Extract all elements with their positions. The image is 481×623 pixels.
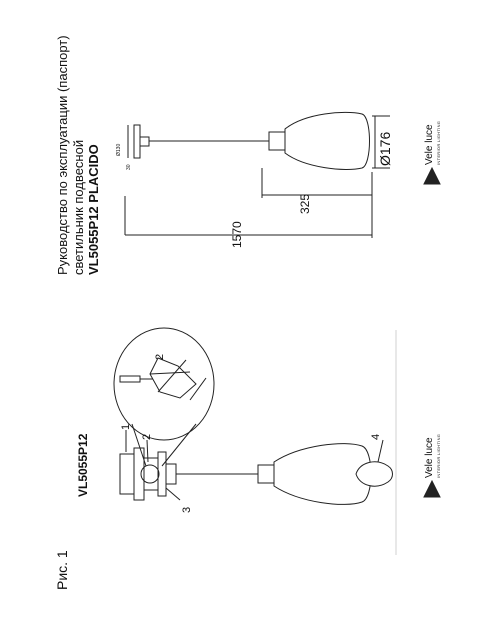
header-line-1: Руководство по эксплуатации (паспорт) bbox=[55, 35, 70, 275]
callout-2: 2 bbox=[141, 433, 153, 440]
header-line-3: VL5055P12 PLACIDO bbox=[86, 144, 101, 275]
callout-detail-2: 2 bbox=[154, 353, 166, 360]
logo-tagline-top: INTERIOR LIGHTING bbox=[436, 120, 441, 165]
dim-canopy-height: 30 bbox=[126, 164, 132, 170]
dim-shade-height: 325 bbox=[298, 193, 312, 214]
dim-canopy-diameter: Ø130 bbox=[116, 143, 122, 156]
header-line-2: светильник подвесной bbox=[71, 139, 86, 275]
logo-name-top: Vele luce bbox=[424, 124, 435, 165]
dim-total-height: 1570 bbox=[230, 221, 244, 248]
logo-tagline-bottom: INTERIOR LIGHTING bbox=[436, 433, 441, 478]
figure-label: Рис. 1 bbox=[54, 550, 70, 590]
dimension-drawing bbox=[125, 112, 390, 238]
logo-name-bottom: Vele luce bbox=[424, 437, 435, 478]
callout-1: 1 bbox=[120, 423, 132, 430]
left-model-label: VL5055P12 bbox=[76, 433, 90, 497]
callout-3: 3 bbox=[181, 506, 193, 513]
dim-diameter: Ø176 bbox=[377, 131, 393, 166]
callout-4: 4 bbox=[370, 433, 382, 440]
